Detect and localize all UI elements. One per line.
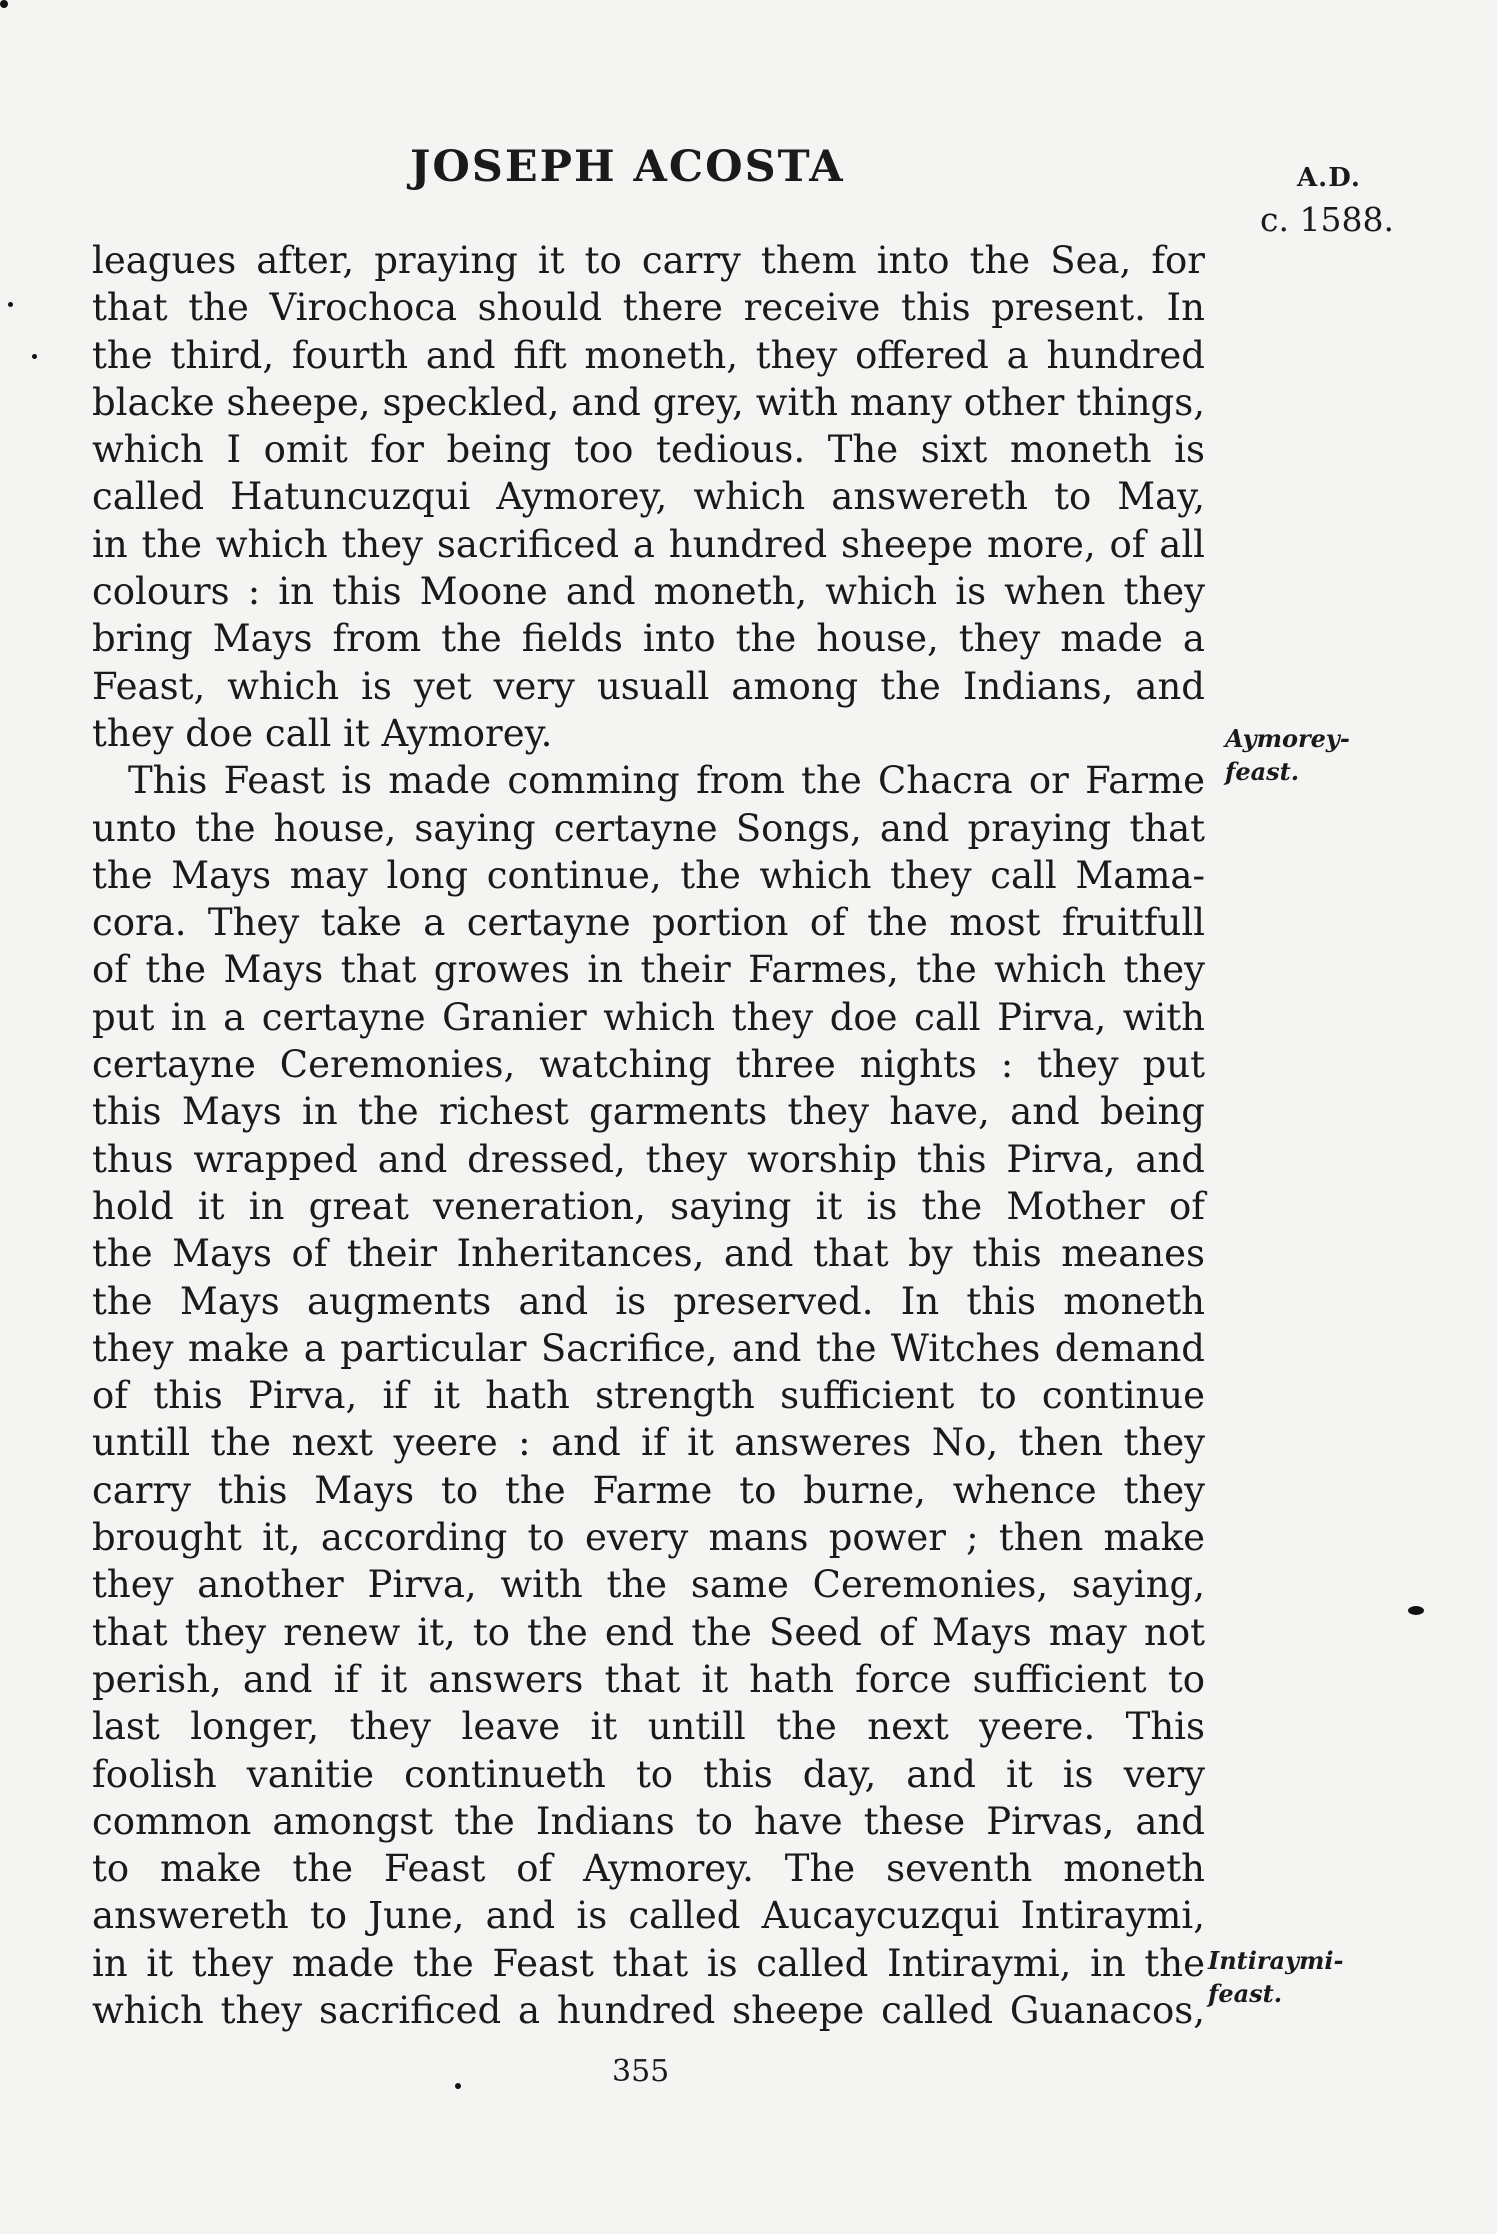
text-line: last longer, they leave it untill the next yeere. This bbox=[92, 1705, 1205, 1749]
margin-note-intiraymi bbox=[1208, 1944, 1344, 2010]
text-line: to make the Feast of Aymorey. The seventh moneth bbox=[92, 1847, 1205, 1891]
text-line: brought it, according to every mans power ; then make bbox=[92, 1516, 1205, 1560]
text-line: the third, fourth and fift moneth, they offered a hundred bbox=[92, 333, 1205, 377]
text-line: perish, and if it answers that it hath force sufficient to bbox=[92, 1657, 1205, 1701]
text-line: untill the next yeere : and if it answeres No, then they bbox=[92, 1421, 1205, 1465]
text-line: this Mays in the richest garments they have, and being bbox=[92, 1090, 1205, 1134]
text-line: carry this Mays to the Farme to burne, whence they bbox=[92, 1468, 1205, 1512]
text-line: in the which they sacrificed a hundred sheepe more, of all bbox=[92, 522, 1205, 566]
text-line: called Hatuncuzqui Aymorey, which answereth to May, bbox=[92, 475, 1205, 519]
text-line: Feast, which is yet very usuall among the Indians, and bbox=[92, 664, 1205, 708]
text-line: which they sacrificed a hundred sheepe called Guanacos, bbox=[92, 1988, 1205, 2032]
text-line: they another Pirva, with the same Ceremonies, saying, bbox=[92, 1563, 1205, 1607]
text-line: thus wrapped and dressed, they worship this Pirva, and bbox=[92, 1137, 1205, 1181]
text-line: they doe call it Aymorey. bbox=[92, 711, 553, 755]
running-head-title: JOSEPH ACOSTA bbox=[410, 142, 845, 192]
margin-note-line: feast. bbox=[1208, 1979, 1283, 2008]
date-label: A.D. bbox=[1297, 163, 1361, 193]
text-line: of the Mays that growes in their Farmes, the which they bbox=[92, 948, 1205, 992]
margin-note-line: feast. bbox=[1225, 757, 1300, 786]
text-line: unto the house, saying certayne Songs, and praying that bbox=[92, 806, 1205, 850]
text-line: that the Virochoca should there receive this present. In bbox=[92, 286, 1205, 330]
margin-note-line: Intiraymi- bbox=[1208, 1946, 1344, 1975]
text-line: that they renew it, to the end the Seed of Mays may not bbox=[92, 1610, 1205, 1654]
show-through-text bbox=[270, 150, 288, 197]
text-line: bring Mays from the fields into the house, they made a bbox=[92, 617, 1205, 661]
margin-note-line: Aymorey- bbox=[1225, 724, 1350, 753]
ink-speck bbox=[0, 0, 8, 8]
text-line: they make a particular Sacrifice, and the Witches demand bbox=[92, 1326, 1205, 1370]
text-line: blacke sheepe, speckled, and grey, with many other things, bbox=[92, 380, 1205, 424]
text-line: the Mays of their Inheritances, and that by this meanes bbox=[92, 1232, 1205, 1276]
text-line: certayne Ceremonies, watching three nights : they put bbox=[92, 1043, 1205, 1087]
text-line: the Mays augments and is preserved. In this moneth bbox=[92, 1279, 1205, 1323]
body-text bbox=[92, 237, 1205, 2034]
text-line: colours : in this Moone and moneth, which is when they bbox=[92, 570, 1205, 614]
text-line: leagues after, praying it to carry them into the Sea, for bbox=[92, 239, 1205, 282]
ink-speck bbox=[455, 2083, 461, 2089]
text-line: cora. They take a certayne portion of the most fruitfull bbox=[92, 901, 1205, 945]
text-line: the Mays may long continue, the which they call Mama- bbox=[92, 853, 1205, 897]
text-line: This Feast is made comming from the Chacra or Farme bbox=[128, 759, 1205, 803]
text-line: of this Pirva, if it hath strength sufficient to continue bbox=[92, 1374, 1205, 1418]
text-line: answereth to June, and is called Aucaycuzqui Intiraymi, bbox=[92, 1894, 1205, 1938]
text-line: common amongst the Indians to have these Pirvas, and bbox=[92, 1799, 1205, 1843]
text-line: put in a certayne Granier which they doe call Pirva, with bbox=[92, 995, 1205, 1039]
text-line: hold it in great veneration, saying it is the Mother of bbox=[92, 1184, 1205, 1228]
text-line: which I omit for being too tedious. The sixt moneth is bbox=[92, 428, 1205, 472]
ink-speck bbox=[32, 354, 37, 359]
ink-speck bbox=[1408, 1606, 1424, 1615]
page-number: 355 bbox=[612, 2054, 670, 2089]
margin-note-aymorey bbox=[1225, 722, 1350, 788]
date-year: c. 1588. bbox=[1260, 200, 1394, 239]
ink-speck bbox=[8, 302, 13, 307]
text-line: foolish vanitie continueth to this day, and it is very bbox=[92, 1752, 1205, 1796]
text-line: in it they made the Feast that is called Intiraymi, in the bbox=[92, 1941, 1205, 1985]
